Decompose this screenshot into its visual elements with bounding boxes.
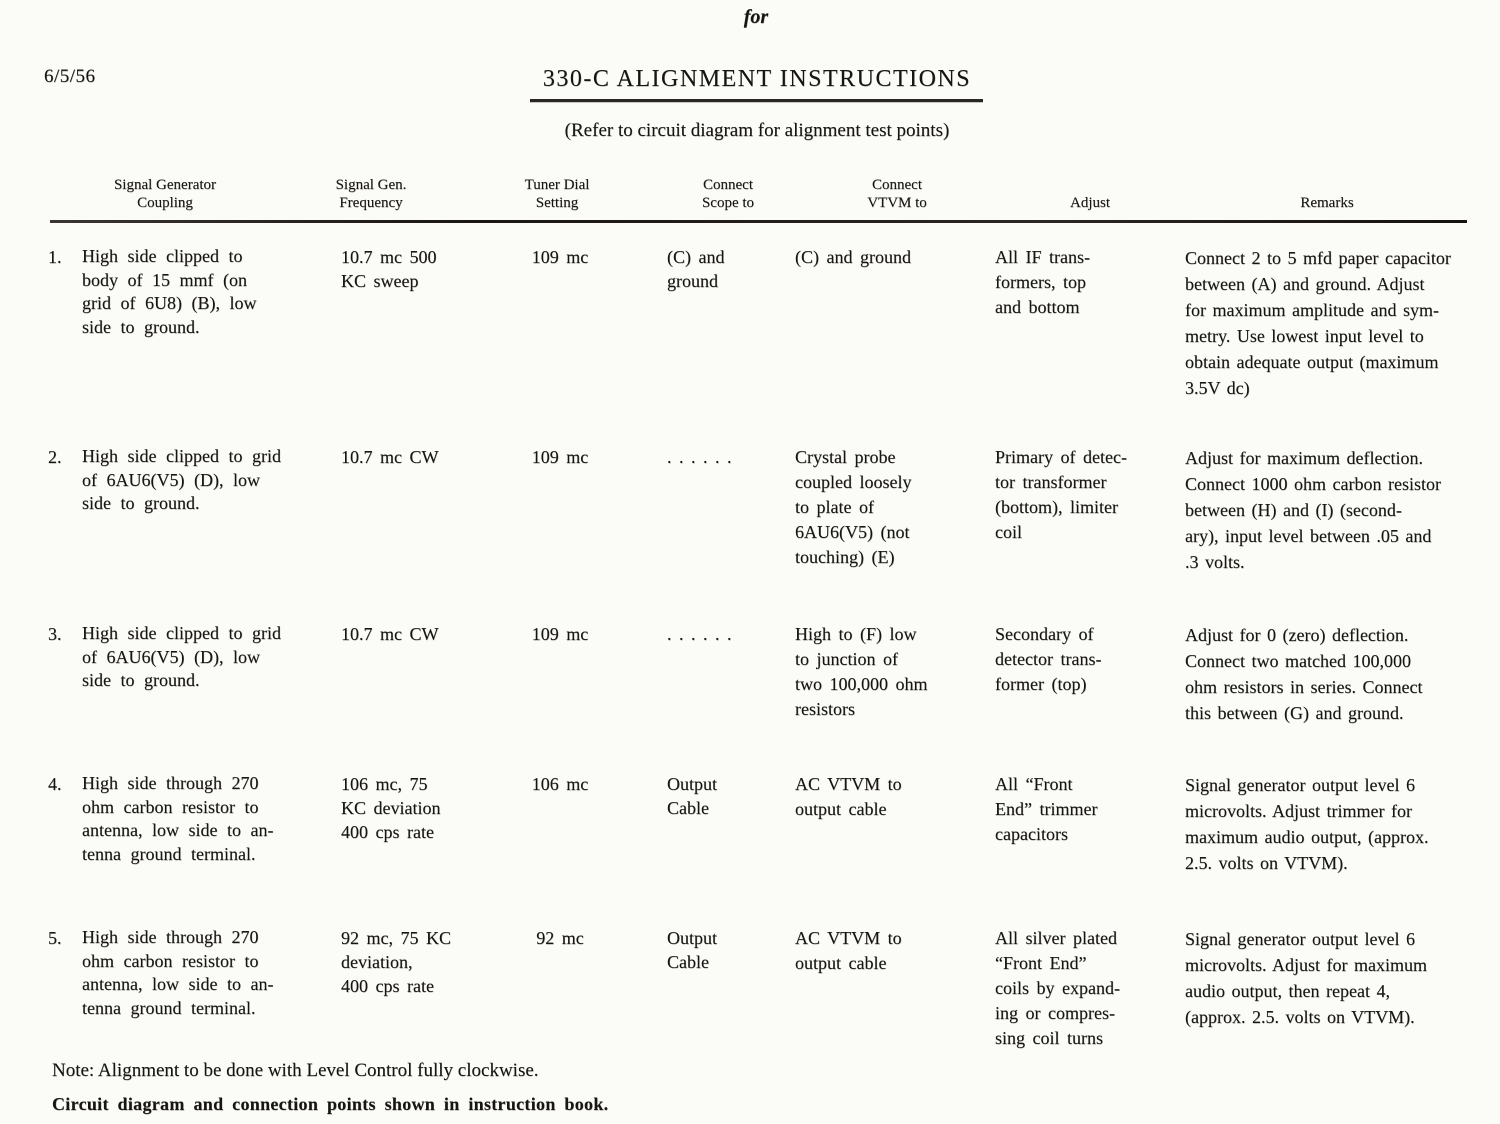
cell-connect-vtvm-to: High to (F) low to junction of two 100,000 ohm resistors [795,624,928,719]
cell-adjust: All “Front End” trimmer capacitors [995,774,1098,844]
cell-signal-generator-coupling: High side through 270 ohm carbon resistor to antenna, low side to an- tenna ground terminal. [82,927,274,1018]
cell-remarks: Signal generator output level 6 microvolts. Adjust trimmer for maximum audio output, (approx. 2.5. volts on VTVM). [1185,775,1429,873]
row-number: 3. [48,624,62,644]
cell-connect-scope-to: (C) and ground [667,247,725,291]
cell-adjust: Secondary of detector trans- former (top) [995,624,1102,694]
cell-signal-generator-coupling: High side through 270 ohm carbon resistor to antenna, low side to an- tenna ground terminal. [82,773,274,864]
cell-adjust: All silver plated “Front End” coils by expand- ing or compres- sing coil turns [995,928,1120,1048]
cell-signal-gen-frequency: 10.7 mc CW [341,447,439,467]
cell-connect-scope-to: Output Cable [667,928,718,972]
date-label: 6/5/56 [44,66,96,87]
cell-connect-vtvm-to: AC VTVM to output cable [795,928,902,973]
column-header-signal-gen-frequency: Signal Gen. Frequency [335,177,407,211]
cell-adjust: Primary of detec- tor transformer (bottom), limiter coil [995,447,1127,542]
cell-adjust: All IF trans- formers, top and bottom [995,247,1090,317]
for-label: for [743,6,769,28]
cell-remarks: Adjust for 0 (zero) deflection. Connect two matched 100,000 ohm resistors in series. Connect this between (G) and ground. [1185,625,1423,723]
cell-connect-vtvm-to: Crystal probe coupled loosely to plate of 6AU6(V5) (not touching) (E) [795,447,912,567]
cell-tuner-dial-setting: 109 mc [531,247,589,267]
note-circuit-diagram: Circuit diagram and connection points shown in instruction book. [52,1094,609,1114]
column-header-tuner-dial-setting: Tuner Dial Setting [524,177,590,211]
column-header-adjust: Adjust [1069,194,1111,211]
page-title: 330-C ALIGNMENT INSTRUCTIONS [542,66,972,92]
title-underline [530,99,983,102]
cell-remarks: Signal generator output level 6 microvolts. Adjust for maximum audio output, then repeat 4, (approx. 2.5. volts on VTVM). [1185,929,1427,1027]
cell-connect-scope-to: . . . . . . [667,624,732,644]
row-number: 5. [48,928,62,948]
cell-signal-generator-coupling: High side clipped to grid of 6AU6(V5) (D), low side to ground. [82,446,281,513]
column-header-signal-generator-coupling: Signal Generator Coupling [113,177,217,211]
cell-remarks: Connect 2 to 5 mfd paper capacitor between (A) and ground. Adjust for maximum amplitude and sym- metry. Use lowest input level to obtain adequate output (maximum 3.5V dc) [1185,248,1451,398]
column-header-remarks: Remarks [1300,194,1354,211]
cell-connect-vtvm-to: AC VTVM to output cable [795,774,902,819]
note-level-control: Note: Alignment to be done with Level Control fully clockwise. [52,1060,539,1081]
cell-signal-generator-coupling: High side clipped to body of 15 mmf (on grid of 6U8) (B), low side to ground. [82,246,257,337]
row-number: 1. [48,247,62,267]
column-header-connect-vtvm-to: Connect VTVM to [867,177,927,211]
cell-tuner-dial-setting: 92 mc [536,928,584,948]
cell-signal-gen-frequency: 92 mc, 75 KC deviation, 400 cps rate [341,928,451,996]
header-rule [50,220,1467,223]
row-number: 2. [48,447,62,467]
cell-connect-scope-to: Output Cable [667,774,718,818]
cell-tuner-dial-setting: 109 mc [531,624,589,644]
cell-tuner-dial-setting: 109 mc [531,447,589,467]
cell-tuner-dial-setting: 106 mc [531,774,589,794]
cell-signal-gen-frequency: 10.7 mc CW [341,624,439,644]
column-header-connect-scope-to: Connect Scope to [701,177,755,211]
cell-signal-gen-frequency: 10.7 mc 500 KC sweep [341,247,437,291]
cell-connect-scope-to: . . . . . . [667,447,732,467]
row-number: 4. [48,774,62,794]
cell-signal-gen-frequency: 106 mc, 75 KC deviation 400 cps rate [341,774,441,842]
cell-signal-generator-coupling: High side clipped to grid of 6AU6(V5) (D), low side to ground. [82,623,281,690]
page-subtitle: (Refer to circuit diagram for alignment test points) [564,120,950,141]
cell-connect-vtvm-to: (C) and ground [795,247,911,267]
cell-remarks: Adjust for maximum deflection. Connect 1000 ohm carbon resistor between (H) and (I) (second- ary), input level between .05 and .3 volts. [1185,448,1441,572]
